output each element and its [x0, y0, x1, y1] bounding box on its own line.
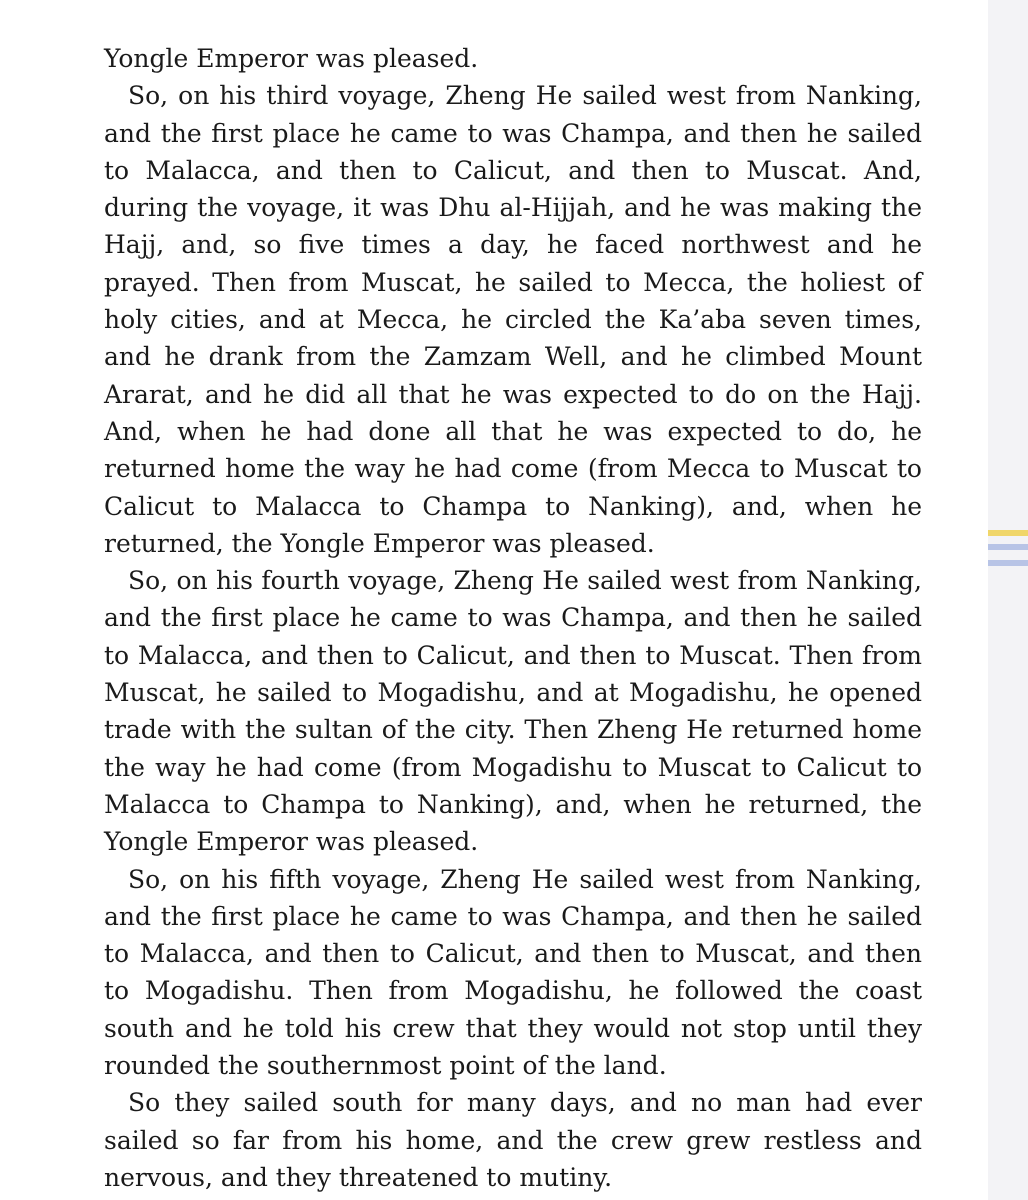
paragraph-continuation: Yongle Emperor was pleased.	[104, 44, 479, 73]
paragraph-fourth-voyage: So, on his fourth voyage, Zheng He sailed west from Nanking, and the first place he came to was Champa, and then he sailed to Malacca, and then to Calicut, and then to Muscat. Then from Muscat, he sailed to Mogadishu, and at Mogadishu, he opened trade with the sultan of the city. Then Zheng He returned home the way he had come (from Mogadishu to Muscat to Calicut to Malacca to Champa to Nanking), and, when he returned, the Yongle Emperor was pleased.	[104, 566, 922, 857]
paragraph-fifth-voyage: So, on his fifth voyage, Zheng He sailed west from Nanking, and the first place he came to was Champa, and then he sailed to Malacca, and then to Calicut, and then to Muscat, and then to Mogadishu. Then from Mogadishu, he followed the coast south and he told his crew that they would not stop until they rounded the southernmost point of the land.	[104, 864, 922, 1081]
highlight-marker-blue[interactable]	[988, 560, 1028, 566]
highlight-marker-blue[interactable]	[988, 544, 1028, 550]
paragraph-sailing-south: So they sailed south for many days, and no man had ever sailed so far from his home, and the crew grew restless and nervous, and they threatened to mutiny.	[104, 1088, 922, 1192]
book-text	[104, 40, 922, 1196]
scroll-gutter[interactable]	[988, 0, 1028, 1200]
highlight-marker-yellow[interactable]	[988, 530, 1028, 536]
paragraph-third-voyage: So, on his third voyage, Zheng He sailed west from Nanking, and the first place he came to was Champa, and then he sailed to Malacca, and then to Calicut, and then to Muscat. And, during the voyage, it was Dhu al-Hijjah, and he was making the Hajj, and, so five times a day, he faced northwest and he prayed. Then from Muscat, he sailed to Mecca, the holiest of holy cities, and at Mecca, he circled the Ka’aba seven times, and he drank from the Zamzam Well, and he climbed Mount Ararat, and he did all that he was expected to do on the Hajj. And, when he had done all that he was expected to do, he returned home the way he had come (from Mecca to Muscat to Calicut to Malacca to Champa to Nanking), and, when he returned, the Yongle Emperor was pleased.	[104, 81, 922, 558]
